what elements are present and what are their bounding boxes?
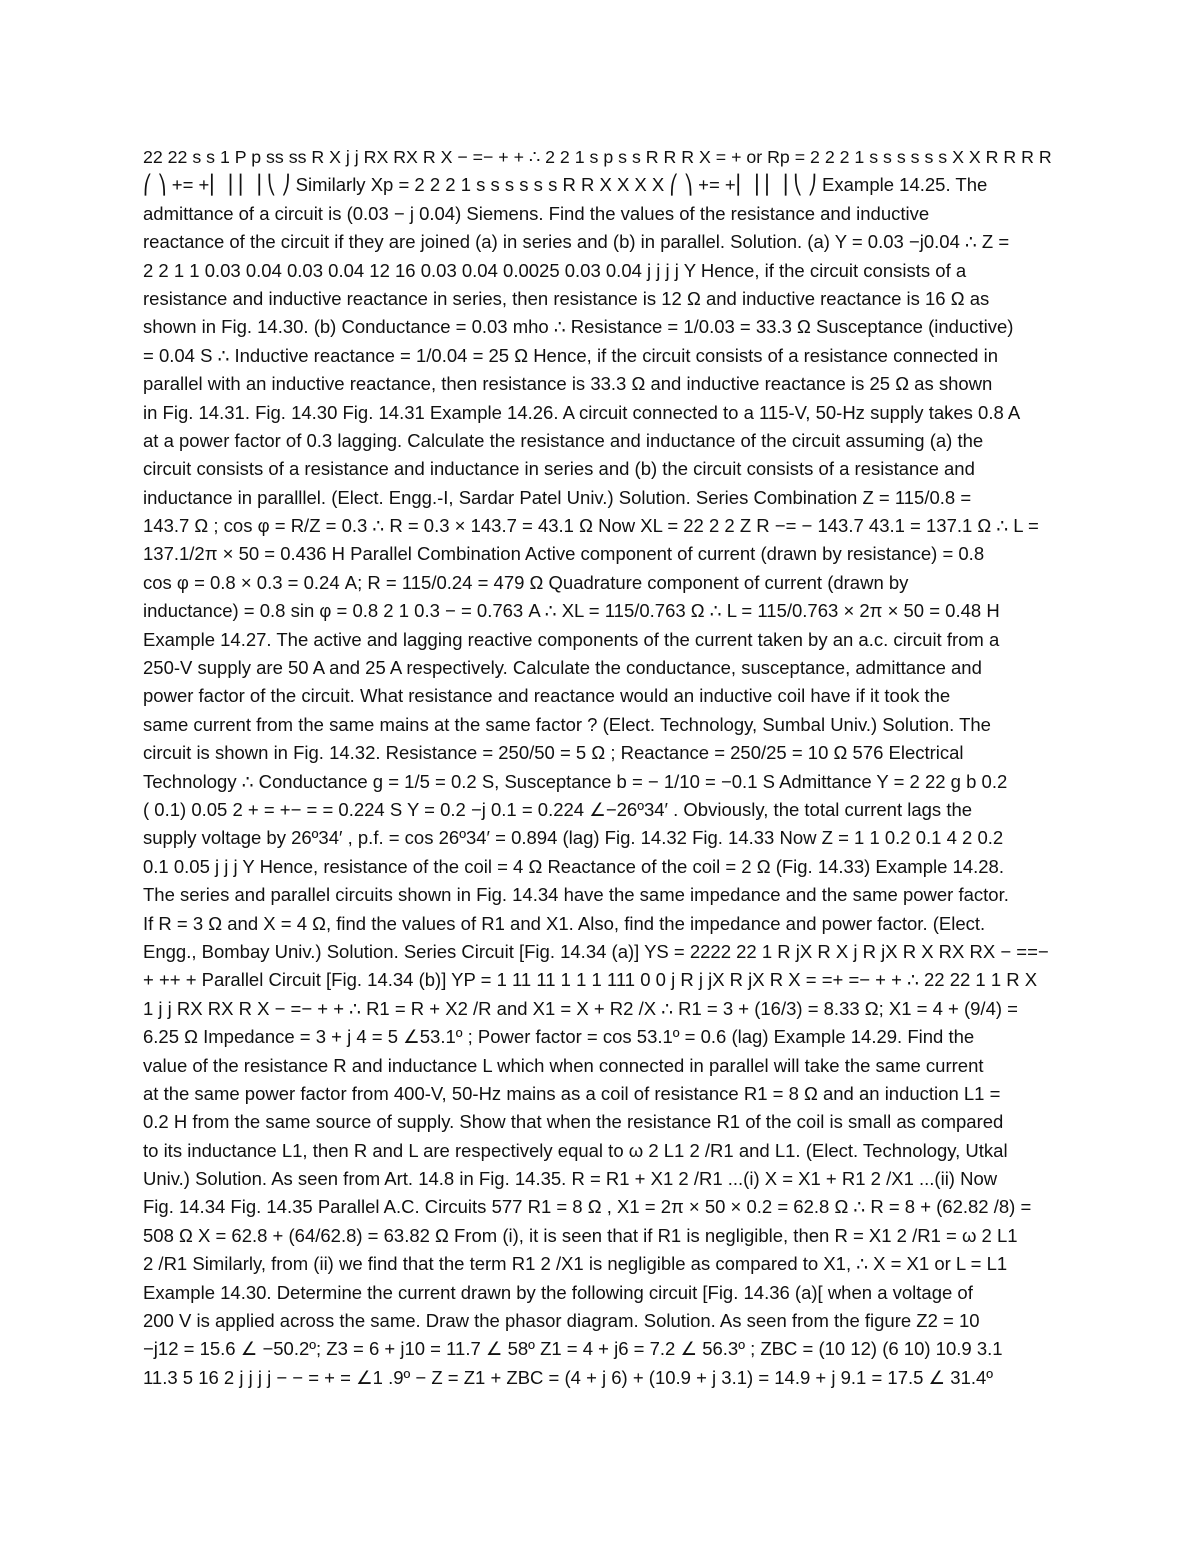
text-line: to its inductance L1, then R and L are respectively equal to ω 2 L1 2 /R1 and L1. (Elect. Technology, Utkal xyxy=(143,1139,1008,1161)
text-line: Example 14.30. Determine the current drawn by the following circuit [Fig. 14.36 (a)[ when a voltage of xyxy=(143,1281,973,1303)
text-line: 0.1 0.05 j j j Y Hence, resistance of the coil = 4 Ω Reactance of the coil = 2 Ω (Fig. 14.33) Example 14.28. xyxy=(143,855,1004,877)
text-line: in Fig. 14.31. Fig. 14.30 Fig. 14.31 Example 14.26. A circuit connected to a 115-V, 50-Hz supply takes 0.8 A xyxy=(143,401,1021,423)
text-line: = 0.04 S ∴ Inductive reactance = 1/0.04 = 25 Ω Hence, if the circuit consists of a resistance connected in xyxy=(143,344,998,366)
text-line: admittance of a circuit is (0.03 − j 0.04) Siemens. Find the values of the resistance and inductive xyxy=(143,202,930,224)
text-line: 250-V supply are 50 A and 25 A respectively. Calculate the conductance, susceptance, admittance and xyxy=(143,657,982,679)
text-line: reactance of the circuit if they are joined (a) in series and (b) in parallel. Solution. (a) Y = 0.03 −j0.04 ∴ Z = xyxy=(143,231,1010,253)
text-line: Fig. 14.34 Fig. 14.35 Parallel A.C. Circuits 577 R1 = 8 Ω , X1 = 2π × 50 × 0.2 = 62.8 Ω ∴ R = 8 + (62.82 /8) = xyxy=(143,1196,1032,1218)
text-line: 2 /R1 Similarly, from (ii) we find that the term R1 2 /X1 is negligible as compared to X1, ∴ X = X1 or L = L1 xyxy=(143,1253,1008,1275)
text-line: 508 Ω X = 62.8 + (64/62.8) = 63.82 Ω From (i), it is seen that if R1 is negligible, then R = X1 2 /R1 = ω 2 L1 xyxy=(143,1224,1018,1246)
text-line: inductance) = 0.8 sin φ = 0.8 2 1 0.3 − = 0.763 A ∴ XL = 115/0.763 Ω ∴ L = 115/0.763 × 2π × 50 = 0.48 H xyxy=(143,600,1000,622)
text-line: ( 0.1) 0.05 2 + = +− = = 0.224 S Y = 0.2 −j 0.1 = 0.224 ∠−26º34′ . Obviously, the total current lags the xyxy=(143,798,973,820)
text-line: shown in Fig. 14.30. (b) Conductance = 0.03 mho ∴ Resistance = 1/0.03 = 33.3 Ω Susceptance (inductive) xyxy=(143,316,1014,338)
text-line: circuit consists of a resistance and inductance in series and (b) the circuit consists of a resistance and xyxy=(143,458,975,480)
text-line: circuit is shown in Fig. 14.32. Resistance = 250/50 = 5 Ω ; Reactance = 250/25 = 10 Ω 576 Electrical xyxy=(143,742,964,764)
text-line: 11.3 5 16 2 j j j j − − = + = ∠1 .9º − Z = Z1 + ZBC = (4 + j 6) + (10.9 + j 3.1) = 14.9 + j 9.1 = 17.5 ∠ 31.4º xyxy=(143,1366,994,1388)
text-line: inductance in paralllel. (Elect. Engg.-I, Sardar Patel Univ.) Solution. Series Combination Z = 115/0.8 = xyxy=(143,486,972,508)
text-line: power factor of the circuit. What resistance and reactance would an inductive coil have if it took the xyxy=(143,685,951,707)
text-line: ⎛ ⎞ += +⎜ ⎟ ⎜ ⎟ ⎝ ⎠ Similarly Xp = 2 2 2 1 s s s s s s R R X X X X ⎛ ⎞ += +⎜ ⎟ ⎜ ⎟ ⎝ ⎠ Example 14.25. The xyxy=(143,174,988,196)
text-line: + ++ + Parallel Circuit [Fig. 14.34 (b)] YP = 1 11 11 1 1 1 111 0 0 j R j jX R jX R X = =+ =− + + ∴ 22 22 1 1 R X xyxy=(143,969,1038,991)
text-line: parallel with an inductive reactance, then resistance is 33.3 Ω and inductive reactance is 25 Ω as shown xyxy=(143,373,993,395)
text-line: supply voltage by 26º34′ , p.f. = cos 26º34′ = 0.894 (lag) Fig. 14.32 Fig. 14.33 Now Z = 1 1 0.2 0.1 4 2 0.2 xyxy=(143,827,1004,849)
text-line: 22 22 s s 1 P p ss ss R X j j RX RX R X − =− + + ∴ 2 2 1 s p s s R R R X = + or Rp = 2 2 2 1 s s s s s s X X R R R R xyxy=(143,147,1052,167)
text-line: Univ.) Solution. As seen from Art. 14.8 in Fig. 14.35. R = R1 + X1 2 /R1 ...(i) X = X1 + R1 2 /X1 ...(ii) Now xyxy=(143,1168,998,1190)
text-line: 137.1/2π × 50 = 0.436 H Parallel Combination Active component of current (drawn by resistance) = 0.8 xyxy=(143,543,985,565)
text-line: The series and parallel circuits shown in Fig. 14.34 have the same impedance and the same power factor. xyxy=(143,884,1009,906)
text-line: same current from the same mains at the same factor ? (Elect. Technology, Sumbal Univ.) Solution. The xyxy=(143,713,991,735)
text-line: 200 V is applied across the same. Draw the phasor diagram. Solution. As seen from the figure Z2 = 10 xyxy=(143,1310,980,1332)
text-line: at a power factor of 0.3 lagging. Calculate the resistance and inductance of the circuit assuming (a) the xyxy=(143,429,984,451)
text-line: −j12 = 15.6 ∠ −50.2º; Z3 = 6 + j10 = 11.7 ∠ 58º Z1 = 4 + j6 = 7.2 ∠ 56.3º ; ZBC = (10 12) (6 10) 10.9 3.1 xyxy=(143,1338,1003,1360)
text-line: 2 2 1 1 0.03 0.04 0.03 0.04 12 16 0.03 0.04 0.0025 0.03 0.04 j j j j Y Hence, if the circuit consists of a xyxy=(143,259,967,281)
text-line: 1 j j RX RX R X − =− + + ∴ R1 = R + X2 /R and X1 = X + R2 /X ∴ R1 = 3 + (16/3) = 8.33 Ω; X1 = 4 + (9/4) = xyxy=(143,997,1018,1019)
text-line: Example 14.27. The active and lagging reactive components of the current taken by an a.c. circuit from a xyxy=(143,628,1000,650)
text-line: at the same power factor from 400-V, 50-Hz mains as a coil of resistance R1 = 8 Ω and an induction L1 = xyxy=(143,1082,1001,1104)
text-line: 143.7 Ω ; cos φ = R/Z = 0.3 ∴ R = 0.3 × 143.7 = 43.1 Ω Now XL = 22 2 2 Z R −= − 143.7 43.1 = 137.1 Ω ∴ L = xyxy=(143,515,1039,537)
text-line: 0.2 H from the same source of supply. Show that when the resistance R1 of the coil is small as compared xyxy=(143,1111,1004,1133)
text-line: value of the resistance R and inductance L which when connected in parallel will take the same current xyxy=(143,1054,984,1076)
text-line: If R = 3 Ω and X = 4 Ω, find the values of R1 and X1. Also, find the impedance and power factor. (Elect. xyxy=(143,912,986,934)
text-line: cos φ = 0.8 × 0.3 = 0.24 A; R = 115/0.24 = 479 Ω Quadrature component of current (drawn by xyxy=(143,571,909,593)
text-line: resistance and inductive reactance in series, then resistance is 12 Ω and inductive reactance is 16 Ω as xyxy=(143,287,990,309)
body-text xyxy=(143,143,1063,1392)
text-line: 6.25 Ω Impedance = 3 + j 4 = 5 ∠53.1º ; Power factor = cos 53.1º = 0.6 (lag) Example 14.29. Find the xyxy=(143,1026,975,1048)
text-line: Technology ∴ Conductance g = 1/5 = 0.2 S, Susceptance b = − 1/10 = −0.1 S Admittance Y = 2 22 g b 0.2 xyxy=(143,770,1008,792)
text-line: Engg., Bombay Univ.) Solution. Series Circuit [Fig. 14.34 (a)] YS = 2222 22 1 R jX R X j R jX R X RX RX − ==− xyxy=(143,940,1049,962)
